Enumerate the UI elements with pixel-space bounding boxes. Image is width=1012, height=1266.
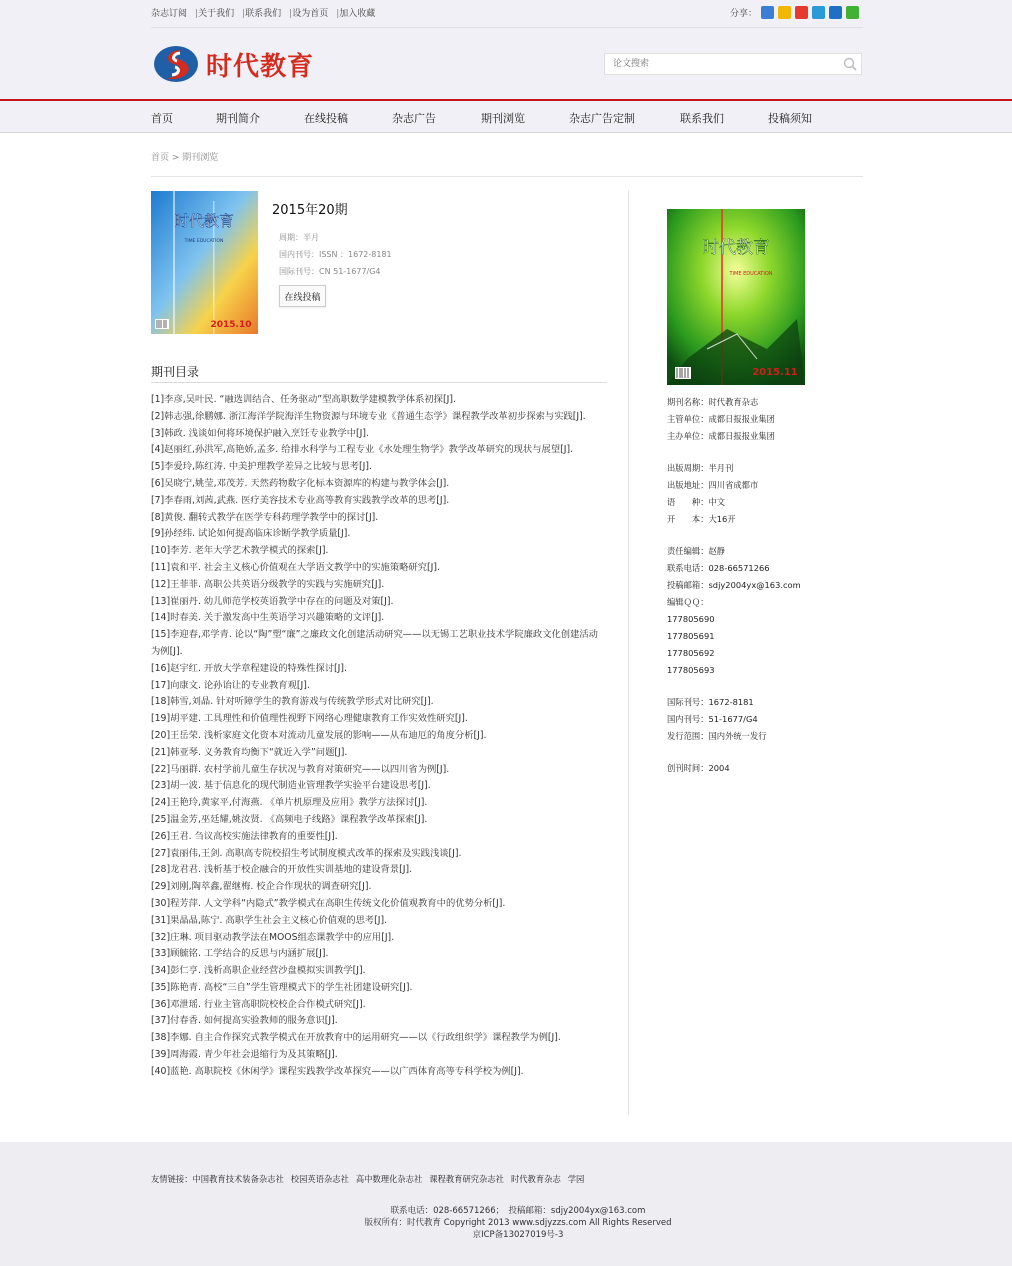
sidebar-info-line: 177805690 — [667, 614, 715, 624]
submit-manuscript-button[interactable]: 在线投稿 — [279, 285, 326, 307]
search-input[interactable] — [605, 54, 835, 74]
friend-link[interactable]: 校园英语杂志社 — [290, 1174, 349, 1184]
toc-item[interactable]: [3]韩政. 浅谈如何将环境保护融入烹饪专业教学中[J]. — [151, 427, 369, 439]
friend-link[interactable]: 中国教育技术装备杂志社 — [192, 1174, 284, 1184]
toc-item[interactable]: [11]袁和平. 社会主义核心价值观在大学语文教学中的实施策略研究[J]. — [151, 561, 440, 573]
divider — [0, 132, 1012, 133]
sidebar-info-line: 联系电话：028-66571266 — [667, 563, 770, 573]
site-logo[interactable] — [152, 44, 314, 84]
sidebar-info-line: 期刊名称：时代教育杂志 — [667, 397, 759, 407]
friend-link[interactable]: 课程教育研究杂志社 — [429, 1174, 504, 1184]
cover-title: 时代教育 — [702, 238, 770, 258]
issue-cycle: 周期：半月 — [279, 233, 319, 242]
issue-issn: 国内刊号：ISSN ：1672-8181 — [279, 250, 392, 259]
toc-item[interactable]: [39]周海霞. 青少年社会退缩行为及其策略[J]. — [151, 1049, 338, 1061]
toc-list — [151, 392, 607, 1081]
util-separator: | — [336, 9, 340, 19]
divider — [151, 27, 863, 28]
cover-subtitle: TIME EDUCATION — [184, 239, 224, 244]
sidebar-info-line: 国内刊号：51-1677/G4 — [667, 714, 758, 724]
nav-item[interactable]: 杂志广告 — [392, 112, 436, 125]
founded-group — [667, 760, 867, 777]
friend-link[interactable]: 时代教育杂志 — [510, 1174, 561, 1184]
share-renren-icon[interactable] — [829, 6, 842, 19]
toc-item[interactable]: [32]庄琳. 项目驱动教学法在MOOS组态课教学中的应用[J]. — [151, 931, 395, 943]
toc-item[interactable]: [15]李迎春,邓学青. 论以“陶”塑“廉”之廉政文化创建活动研究——以无锡工艺职业技术学院廉政文化创建活动为例[J]. — [151, 629, 598, 657]
share-star-icon[interactable] — [778, 6, 791, 19]
util-link[interactable]: 联系我们 — [245, 9, 282, 19]
editor-contact-group — [667, 543, 867, 679]
sidebar-info-line: 创刊时间：2004 — [667, 763, 730, 773]
search-icon[interactable] — [843, 57, 857, 71]
toc-item[interactable]: [40]蓝艳. 高职院校《休闲学》课程实践教学改革探究——以广西体育高等专科学校为例[J]. — [151, 1065, 524, 1077]
header-red-line — [0, 99, 1012, 101]
share-label: 分享： — [729, 9, 757, 19]
sidebar-info-line: 国际刊号：1672-8181 — [667, 697, 754, 707]
sidebar-info-line: 开 本：大16开 — [667, 514, 736, 524]
column-divider — [628, 190, 629, 1115]
toc-item[interactable]: [34]彭仁亨. 浅析高职企业经营沙盘模拟实训教学[J]. — [151, 965, 366, 977]
nav-item[interactable]: 杂志广告定制 — [569, 112, 635, 125]
sidebar-info-line: 发行范围：国内外统一发行 — [667, 731, 767, 741]
share-weibo-icon[interactable] — [795, 6, 808, 19]
issue-cover-image[interactable] — [151, 191, 258, 334]
footer-info — [0, 1205, 736, 1241]
toc-item[interactable]: [1]李彦,吴叶民. “融选训结合、任务驱动”型高职数学建模教学体系初探[J]. — [151, 394, 456, 405]
sidebar-info-line: 177805691 — [667, 631, 715, 641]
toc-item[interactable]: [4]赵丽红,孙洪军,高艳娇,孟多. 给排水科学与工程专业《水处理生物学》教学改革研究的现状与展望[J]. — [151, 444, 574, 456]
sidebar-info-line: 投稿邮箱：sdjy2004yx@163.com — [667, 580, 801, 590]
toc-item[interactable]: [33]顾毓铭. 工学结合的反思与内涵扩展[J]. — [151, 948, 329, 960]
nav-item[interactable]: 在线投稿 — [304, 112, 348, 125]
nav-item[interactable]: 投稿须知 — [768, 112, 812, 125]
sidebar-info-line: 主管单位：成都日报报业集团 — [667, 414, 775, 424]
friend-links — [151, 1173, 591, 1185]
nav-item[interactable]: 首页 — [151, 112, 173, 125]
cover-subtitle: TIME EDUCATION — [729, 271, 773, 277]
toc-item[interactable]: [2]韩志强,徐鹏娜. 浙江海洋学院海洋生物资源与环境专业《普通生态学》课程教学改革初步探索与实践[J]. — [151, 410, 586, 422]
issue-title: 2015年20期 — [272, 203, 348, 218]
toc-item[interactable]: [31]果晶晶,陈宁. 高职学生社会主义核心价值观的思考[J]. — [151, 914, 388, 926]
toc-item[interactable]: [12]王菲菲. 高职公共英语分级教学的实践与实施研究[J]. — [151, 578, 385, 590]
friend-links-label: 友情链接： — [151, 1174, 193, 1184]
sidebar-info-line: 语 种：中文 — [667, 497, 726, 507]
journal-info-group — [667, 394, 867, 445]
footer-copyright: 版权所有：时代教育 Copyright 2013 www.sdjyzzs.com All Rights Reserved — [364, 1218, 672, 1228]
toc-item[interactable]: [6]吴晓宁,姚莹,邓茂芳. 天然药物数字化标本资源库的构建与教学体会[J]. — [151, 477, 450, 489]
nav-item[interactable]: 联系我们 — [680, 112, 724, 125]
toc-item[interactable]: [35]陈艳青. 高校“三自”学生管理模式下的学生社团建设研究[J]. — [151, 981, 413, 993]
issue-meta — [279, 229, 392, 280]
util-separator: | — [242, 9, 246, 19]
util-link[interactable]: 加入收藏 — [339, 9, 376, 19]
toc-item[interactable]: [36]邓泄瑶. 行业主管高职院校校企合作模式研究[J]. — [151, 998, 366, 1010]
toc-item[interactable]: [21]韩亚琴. 义务教育均衡下“就近入学”问题[J]. — [151, 746, 348, 758]
util-separator: | — [195, 9, 199, 19]
toc-item[interactable]: [23]胡一波. 基于信息化的现代制造业管理教学实验平台建设思考[J]. — [151, 780, 431, 792]
sidebar-info-line: 主办单位：成都日报报业集团 — [667, 431, 775, 441]
share-qzone-icon[interactable] — [761, 6, 774, 19]
journal-cover-image[interactable] — [667, 209, 805, 385]
footer-icp: 京ICP备13027019号-3 — [472, 1230, 564, 1240]
toc-item[interactable]: [22]马丽群. 农村学前儿童生存状况与教育对策研究——以四川省为例[J]. — [151, 763, 450, 775]
sidebar-info-line: 编辑ＱＱ： — [667, 597, 709, 607]
sidebar-info-line: 177805692 — [667, 648, 715, 658]
toc-item[interactable]: [18]韩雪,刘晶. 针对听障学生的教育游戏与传统教学形式对比研究[J]. — [151, 696, 434, 708]
publication-info-group — [667, 460, 867, 528]
toc-item[interactable]: [30]程芳萍. 人文学科“内隐式”教学模式在高职生传统文化价值观教育中的优势分析[J]. — [151, 897, 506, 909]
toc-item[interactable]: [13]崔丽丹. 幼儿师范学校英语教学中存在的问题及对策[J]. — [151, 595, 394, 607]
toc-item[interactable]: [38]李娜. 自主合作探究式教学模式在开放教育中的运用研究——以《行政组织学》课程教学为例[J]. — [151, 1032, 561, 1044]
cover-year: 2015.10 — [210, 320, 252, 330]
toc-item[interactable]: [14]时春美. 关于激发高中生英语学习兴趣策略的文评[J]. — [151, 612, 385, 624]
util-link[interactable]: 关于我们 — [198, 9, 235, 19]
share-wechat-icon[interactable] — [846, 6, 859, 19]
search-box — [604, 53, 862, 75]
toc-item[interactable]: [16]赵宇红. 开放大学章程建设的特殊性探讨[J]. — [151, 662, 347, 674]
toc-item[interactable]: [8]黄俊. 翻转式教学在医学专科药理学教学中的探讨[J]. — [151, 511, 379, 523]
footer — [0, 1142, 1012, 1266]
utility-bar — [151, 6, 863, 24]
toc-item[interactable]: [19]胡平建. 工具理性和价值理性视野下网络心理健康教育工作实效性研究[J]. — [151, 713, 468, 725]
cover-title: 时代教育 — [173, 212, 235, 230]
cover-year: 2015.11 — [752, 367, 798, 378]
divider — [151, 176, 863, 177]
sidebar-info-line: 出版周期：半月刊 — [667, 463, 734, 473]
toc-item[interactable]: [9]孙经纬. 试论如何提高临床诊断学教学质量[J]. — [151, 528, 351, 540]
toc-item[interactable]: [37]付春香. 如何提高实验教师的服务意识[J]. — [151, 1015, 338, 1027]
footer-contact: 联系电话：028-66571266； 投稿邮箱：sdjy2004yx@163.com — [390, 1206, 646, 1216]
util-link[interactable]: 设为首页 — [292, 9, 329, 19]
util-separator: | — [289, 9, 293, 19]
share-tencent-icon[interactable] — [812, 6, 825, 19]
toc-item[interactable]: [7]李春雨,刘茜,武燕. 医疗美容技术专业高等教育实践教学改革的思考[J]. — [151, 494, 450, 506]
toc-item[interactable]: [26]王君. 刍议高校实施法律教育的重要性[J]. — [151, 830, 338, 842]
logo-mark-icon — [152, 44, 204, 84]
issue-cn: 国际刊号：CN 51-1677/G4 — [279, 267, 381, 276]
friend-link[interactable]: 学园 — [567, 1174, 585, 1184]
toc-item[interactable]: [28]龙君君. 浅析基于校企融合的开放性实训基地的建设背景[J]. — [151, 864, 413, 876]
toc-item[interactable]: [27]袁丽伟,王剑. 高职高专院校招生考试制度模式改革的探索及实践浅谈[J]. — [151, 847, 462, 859]
friend-link[interactable]: 高中数理化杂志社 — [355, 1174, 423, 1184]
toc-heading: 期刊目录 — [151, 365, 200, 379]
toc-item[interactable]: [29]刘刚,陶萃鑫,翟继梅. 校企合作现状的调查研究[J]. — [151, 881, 372, 893]
toc-item[interactable]: [24]王艳玲,黄家平,付海燕. 《单片机原理及应用》教学方法探讨[J]. — [151, 797, 428, 809]
toc-item[interactable]: [5]李爱玲,陈红涛. 中美护理教学差异之比较与思考[J]. — [151, 461, 372, 473]
toc-item[interactable]: [10]李芳. 老年大学艺术教学模式的探索[J]. — [151, 545, 329, 557]
nav-item[interactable]: 期刊浏览 — [481, 112, 525, 125]
divider — [151, 382, 607, 383]
sidebar-info-line: 出版地址：四川省成都市 — [667, 480, 759, 490]
breadcrumb[interactable]: 首页 > 期刊浏览 — [151, 153, 219, 163]
logo-text: 时代教育 — [206, 51, 315, 82]
sidebar-info-line: 责任编辑：赵静 — [667, 546, 726, 556]
toc-item[interactable]: [25]温金芳,巫廷耀,姚汝贤. 《高频电子线路》课程教学改革探索[J]. — [151, 813, 428, 825]
issue-number-group — [667, 694, 867, 745]
nav-item[interactable]: 期刊简介 — [216, 112, 260, 125]
toc-item[interactable]: [17]向康文. 论孙诒让的专业教育观[J]. — [151, 679, 310, 691]
util-link[interactable]: 杂志订阅 — [151, 9, 188, 19]
sidebar-info-line: 177805693 — [667, 665, 715, 675]
toc-item[interactable]: [20]王岳荣. 浅析家庭文化资本对流动儿童发展的影响——从布迪厄的角度分析[J]. — [151, 729, 487, 741]
share-bar — [730, 6, 859, 19]
